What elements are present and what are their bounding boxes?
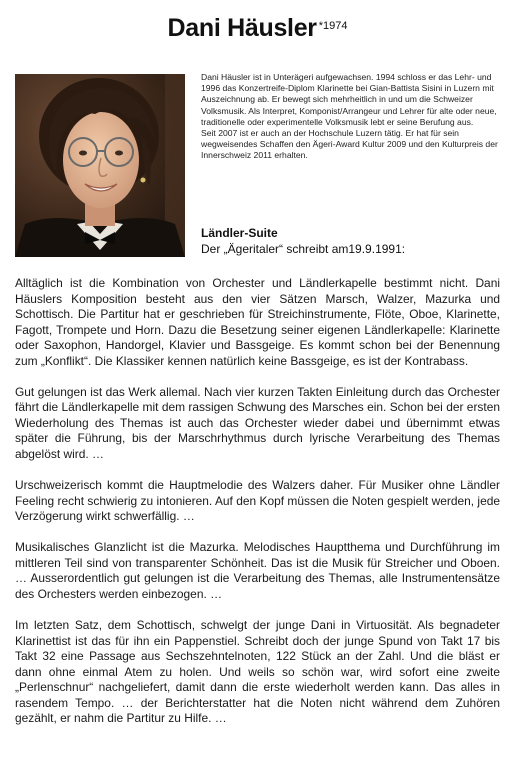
article-paragraph: Urschweizerisch kommt die Hauptmelodie des Walzers daher. Für Musiker ohne Ländler Feeling recht schwierig zu intonieren. Auf den Kopf müssen die Noten gespielt werden, jede Verzögerung wirkt schwerfällig. … xyxy=(15,478,500,524)
article-paragraph: Gut gelungen ist das Werk allemal. Nach vier kurzen Takten Einleitung durch das Orchester fährt die Ländlerkapelle mit dem rassigen Schwung des Marsches ein. Schon bei der ersten Wiederholung des Themas ist auch das Orchester wieder dabei und übernimmt etwas später die Führung, bis der Marschrhythmus durch lyrische Verarbeitung des Themas abgelöst wird. … xyxy=(15,384,500,462)
article-paragraph: Musikalisches Glanzlicht ist die Mazurka. Melodisches Hauptthema und Durchführung im mittleren Teil sind von transparenter Schönheit. Das ist die Musik für Streicher und Oboen. … Ausserordentlich gut gelungen ist die Verarbeitung des Themas, alle Instrumentensätze des Orchesters werden einbezogen. … xyxy=(15,540,500,601)
article-paragraph: Im letzten Satz, dem Schottisch, schwelgt der junge Dani in Virtuosität. Als begnadeter Klarinettist ist das für ihn ein Pappenstiel. Schreibt doch der junge Spund von Takt 17 bis Takt 32 eine Passage aus Sechszehntelnoten, 122 Stück an der Zahl. Und die bläst er dann ohne einmal Atem zu holen. Und weils so schön war, wird sofort eine zweite „Perlenschnur“ nachgeliefert, damit dann die erste wiederholt werden kann. Das alles in rasendem Tempo. … der Berichterstatter hat die Noten nicht während dem Zuhören gezählt, er nahm die Partitur zu Hilfe. … xyxy=(15,618,500,726)
portrait-image xyxy=(15,74,185,257)
portrait-photo xyxy=(15,74,185,257)
bio-paragraph: Seit 2007 ist er auch an der Hochschule Luzern tätig. Er hat für sein wegweisendes Schaffen den Ägeri-Award Kultur 2009 und den Kulturpreis der Innerschweiz 2011 erhalten. xyxy=(201,128,498,161)
review-article xyxy=(15,276,500,742)
review-source-line: Der „Ägeritaler“ schreibt am19.9.1991: xyxy=(201,242,406,256)
bio-paragraph: Dani Häusler ist in Unterägeri aufgewachsen. 1994 schloss er das Lehr- und 1996 das Konzertreife-Diplom Klarinette bei Gian-Battista Sisini in Luzern mit Auszeichnung ab. Er bewegt sich mehrheitlich in und um die Schweizer Volksmusik. Als Interpret, Komponist/Arrangeur und Lehrer für alte oder neue, traditionelle oder experimentelle Volksmusik lebt er seine Berufung aus. xyxy=(201,72,497,127)
biography xyxy=(201,72,501,162)
page-header xyxy=(0,14,515,43)
birth-year: *1974 xyxy=(318,20,348,32)
page-title: Dani Häusler xyxy=(167,14,317,42)
article-paragraph: Alltäglich ist die Kombination von Orchester und Ländlerkapelle bestimmt nicht. Dani Häuslers Komposition besteht aus den vier Sätzen Marsch, Walzer, Mazurka und Schottisch. Die Partitur hat er geschrieben für Streichinstrumente, Flöte, Oboe, Klarinette, Fagott, Trompete und Horn. Dazu die Besetzung seiner eigenen Ländlerkapelle: Klarinette oder Saxophon, Handorgel, Klavier und Bassgeige. Es kommt schon bei der Benennung zum „Konflikt“. Die Klassiker kennen natürlich keine Bassgeige, es ist der Kontrabass. xyxy=(15,276,500,368)
suite-heading-block xyxy=(201,225,501,257)
suite-title: Ländler-Suite xyxy=(201,226,278,240)
